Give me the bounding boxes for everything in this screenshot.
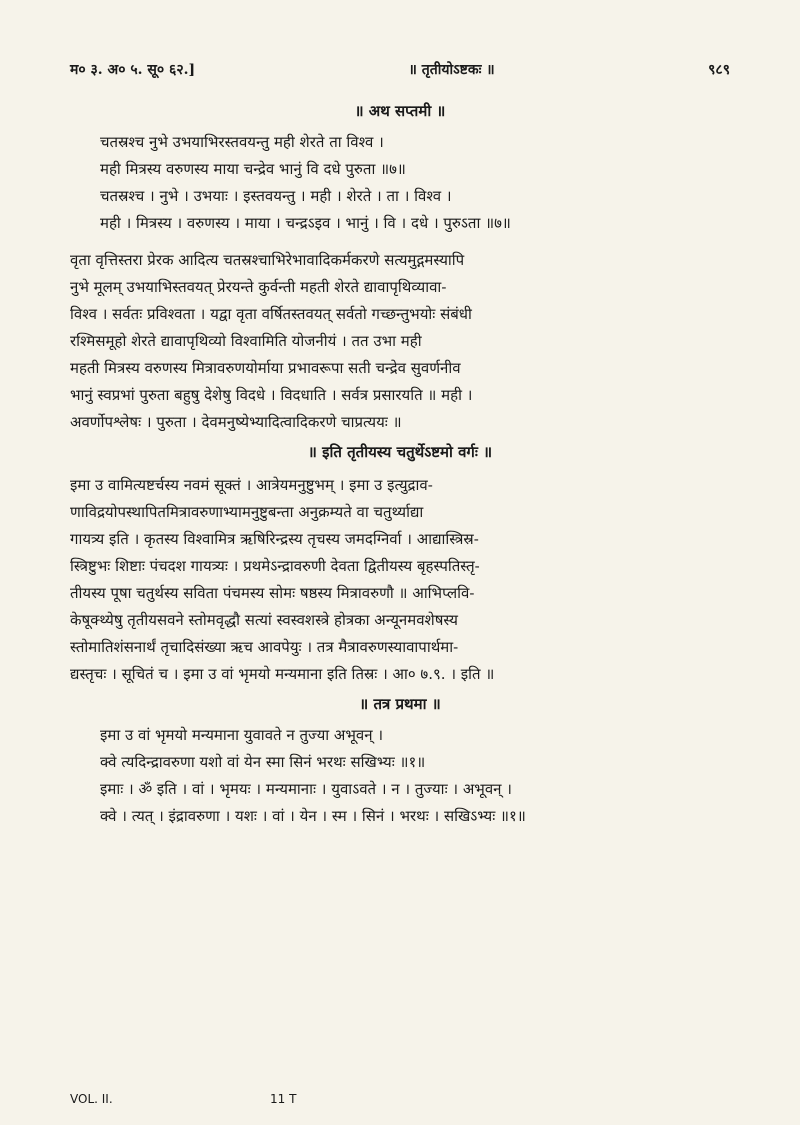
page — [70, 60, 730, 830]
commentary-line: स्तोमातिशंसनार्थं तृचादिसंख्या ऋच आवपेयुः । तत्र मैत्रावरुणस्यावापार्थमा- — [70, 638, 459, 656]
page-number: ९८९ — [708, 62, 730, 78]
header-left: म० ३. अ० ५. सू० ६२.] — [70, 62, 196, 78]
commentary-line: महती मित्रस्य वरुणस्य मित्रावरुणयोर्माया प्रभावरूपा सती चन्द्रेव सुवर्णनीव — [70, 359, 461, 377]
commentary-line: विश्व । सर्वतः प्रविश्वता । यद्वा वृता वर्षितस्तवयत् सर्वतो गच्छन्तुभयोः संबंधी — [70, 305, 472, 323]
verse7-line: मही मित्रस्य वरुणस्य माया चन्द्रेव भानुं वि दधे पुरुता ॥७॥ — [100, 160, 406, 178]
padapatha7-line: चतस्रश्च । नुभे । उभयाः । इस्तवयन्तु । मही । शेरते । ता । विश्व । — [100, 187, 452, 205]
header-center: ॥ तृतीयोऽष्टकः ॥ — [408, 62, 495, 78]
varga-end: ॥ इति तृतीयस्य चतुर्थेऽष्टमो वर्गः ॥ — [307, 443, 493, 461]
commentary-line: तीयस्य पूषा चतुर्थस्य सविता पंचमस्य सोमः षष्ठस्य मित्रावरुणौ ॥ आभिप्लवि- — [70, 584, 475, 602]
commentary-line: भानुं स्वप्रभां पुरुता बहुषु देशेषु विदधे । विदधाति । सर्वत्र प्रसारयति ॥ मही । — [70, 386, 473, 404]
volume-label: VOL. II. — [70, 1092, 113, 1106]
signature-mark: 11 T — [270, 1092, 297, 1106]
page-footer — [70, 1092, 730, 1106]
commentary-line: द्यस्तृचः । सूचितं च । इमा उ वां भृमयो मन्यमाना इति तिस्रः । आ० ७.९. । इति ॥ — [70, 665, 495, 683]
commentary-line: इमा उ वामित्यष्टर्चस्य नवमं सूक्तं । आत्रेयमनुष्टुभम् । इमा उ इत्युद्राव- — [70, 476, 433, 494]
commentary-line: वृता वृत्तिस्तरा प्रेरक आदित्य चतस्रश्चाभिरेभावादिकर्मकरणे सत्यमुद्गमस्यापि — [70, 251, 465, 269]
padapatha1-line: क्वे । त्यत् । इंद्रावरुणा । यशः । वां । येन । स्म । सिनं । भरथः । सखिऽभ्यः ॥१॥ — [100, 807, 526, 825]
commentary-line: स्त्रिष्टुभः शिष्टाः पंचदश गायत्र्यः । प्रथमेऽन्द्रावरुणी देवता द्वितीयस्य बृहस्पतिस्तृ- — [70, 557, 480, 575]
commentary-line: णाविद्रयोपस्थापितमित्रावरुणाभ्यामनुष्टुबन्ता अनुक्रम्यते वा चतुर्थ्याद्या — [70, 503, 424, 521]
commentary-line: रश्मिसमूहो शेरते द्यावापृथिव्यो विश्वामिति योजनीयं । तत उभा मही — [70, 332, 422, 350]
commentary-line: अवर्णोपश्लेषः । पुरुता । देवमनुष्येभ्यादित्वादिकरणे चाप्रत्ययः ॥ — [70, 413, 402, 431]
section-heading: ॥ अथ सप्तमी ॥ — [354, 102, 446, 120]
verse1-line: क्वे त्यदिन्द्रावरुणा यशो वां येन स्मा सिनं भरथः सखिभ्यः ॥१॥ — [100, 753, 426, 771]
commentary-line: गायत्र्य इति । कृतस्य विश्वामित्र ऋषिरिन्द्रस्य तृचस्य जमदग्निर्वा । आद्यास्त्रिस्र- — [70, 530, 479, 548]
verse1-line: इमा उ वां भृमयो मन्यमाना युवावते न तुज्या अभूवन् । — [100, 726, 384, 744]
padapatha7-line: मही । मित्रस्य । वरुणस्य । माया । चन्द्रऽइव । भानुं । वि । दधे । पुरुऽता ॥७॥ — [100, 214, 511, 232]
commentary-line: केषूक्थ्येषु तृतीयसवने स्तोमवृद्धौ सत्यां स्वस्वशस्त्रे होत्रका अन्यूनमवशेषस्य — [70, 611, 458, 629]
section-heading: ॥ तत्र प्रथमा ॥ — [359, 695, 441, 713]
verse7-line: चतस्रश्च नुभे उभयाभिरस्तवयन्तु मही शेरते ता विश्व । — [100, 133, 384, 151]
padapatha1-line: इमाः । ॐ इति । वां । भृमयः । मन्यमानाः । युवाऽवते । न । तुज्याः । अभूवन् । — [100, 780, 512, 798]
commentary-line: नुभे मूलम् उभयाभिस्तवयत् प्रेरयन्ते कुर्वन्ती महती शेरते द्यावापृथिव्यावा- — [70, 278, 447, 296]
running-header — [70, 60, 730, 79]
